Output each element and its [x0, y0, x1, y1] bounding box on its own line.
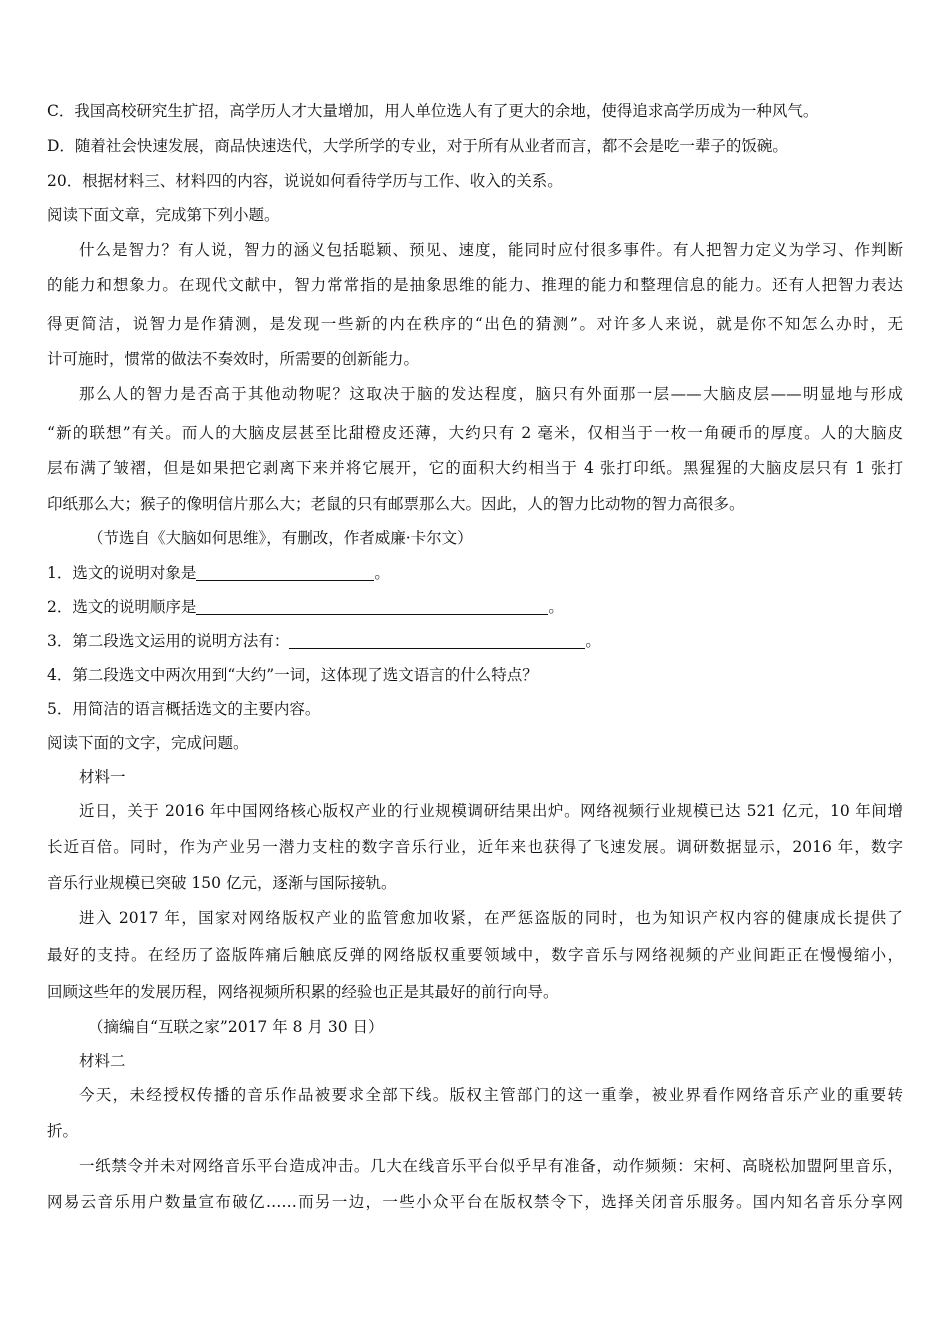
answer-blank[interactable]	[196, 564, 374, 581]
question-1-text: 1．选文的说明对象是	[47, 564, 197, 582]
question-2-text: 2．选文的说明顺序是	[47, 598, 197, 616]
paragraph-line: 印纸那么大；猴子的像明信片那么大；老鼠的只有邮票那么大。因此，人的智力比动物的智力高很多。	[47, 495, 745, 513]
paragraph-line: 一纸禁令并未对网络音乐平台造成冲击。几大在线音乐平台似乎早有准备，动作频频：宋柯、高晓松加盟阿里音乐，	[79, 1157, 903, 1175]
paragraph-line: 回顾这些年的发展历程，网络视频所积累的经验也正是其最好的前行向导。	[47, 983, 559, 1001]
answer-blank[interactable]	[289, 632, 585, 649]
reading-instruction: 阅读下面的文字，完成问题。	[47, 734, 249, 752]
option-c: C．我国高校研究生扩招，高学历人才大量增加，用人单位选人有了更大的余地，使得追求高学历成为一种风气。	[47, 102, 819, 120]
paragraph-line: 长近百倍。同时，作为产业另一潜力支柱的数字音乐行业，近年来也获得了飞速发展。调研数据显示，2016 年，数字	[47, 838, 903, 856]
source-note: （节选自《大脑如何思维》，有删改，作者威廉·卡尔文）	[88, 529, 473, 547]
paragraph-line: 什么是智力？有人说，智力的涵义包括聪颖、预见、速度，能同时应付很多事件。有人把智力定义为学习、作判断	[79, 241, 903, 259]
question-5: 5．用简洁的语言概括选文的主要内容。	[47, 700, 321, 718]
answer-blank[interactable]	[196, 598, 548, 615]
paragraph-line: 音乐行业规模已突破 150 亿元，逐渐与国际接轨。	[47, 874, 397, 892]
question-20: 20．根据材料三、材料四的内容，说说如何看待学历与工作、收入的关系。	[47, 172, 563, 190]
question-3	[47, 630, 903, 652]
paragraph-line: 今天，未经授权传播的音乐作品被要求全部下线。版权主管部门的这一重拳，被业界看作网络音乐产业的重要转	[79, 1086, 903, 1104]
paragraph-line: 最好的支持。在经历了盗版阵痛后触底反弹的网络版权重要领域中，数字音乐与网络视频的产业间距正在慢慢缩小，	[47, 946, 903, 964]
material-heading: 材料一	[79, 768, 126, 786]
source-note: （摘编自“互联之家”2017 年 8 月 30 日）	[88, 1018, 384, 1036]
end-mark: 。	[585, 632, 601, 650]
question-1	[47, 562, 903, 584]
paragraph-line: 层布满了皱褶，但是如果把它剥离下来并将它展开，它的面积大约相当于 4 张打印纸。黑猩猩的大脑皮层只有 1 张打	[47, 459, 903, 477]
reading-instruction: 阅读下面文章，完成第下列小题。	[47, 206, 280, 224]
paragraph-line: 近日，关于 2016 年中国网络核心版权产业的行业规模调研结果出炉。网络视频行业规模已达 521 亿元，10 年间增	[79, 802, 903, 820]
question-2	[47, 596, 903, 618]
end-mark: 。	[548, 598, 564, 616]
paragraph-line: “新的联想”有关。而人的大脑皮层甚至比甜橙皮还薄，大约只有 2 毫米，仅相当于一枚一角硬币的厚度。人的大脑皮	[47, 424, 903, 442]
material-heading: 材料二	[79, 1052, 126, 1070]
question-3-text: 3．第二段选文运用的说明方法有：	[47, 632, 290, 650]
paragraph-line: 那么人的智力是否高于其他动物呢？这取决于脑的发达程度，脑只有外面那一层——大脑皮层——明显地与形成	[79, 385, 903, 403]
paragraph-line: 得更简洁，说智力是作猜测，是发现一些新的内在秩序的“出色的猜测”。对许多人来说，就是你不知怎么办时，无	[47, 315, 903, 333]
paragraph-line: 网易云音乐用户数量宣布破亿……而另一边，一些小众平台在版权禁令下，选择关闭音乐服务。国内知名音乐分享网	[47, 1193, 903, 1211]
question-4: 4．第二段选文中两次用到“大约”一词，这体现了选文语言的什么特点？	[47, 666, 538, 684]
paragraph-line: 进入 2017 年，国家对网络版权产业的监管愈加收紧，在严惩盗版的同时，也为知识产权内容的健康成长提供了	[79, 909, 903, 927]
paragraph-line: 的能力和想象力。在现代文献中，智力常常指的是抽象思维的能力、推理的能力和整理信息的能力。还有人把智力表达	[47, 276, 903, 294]
paragraph-line: 折。	[47, 1122, 79, 1140]
option-d: D．随着社会快速发展，商品快速迭代，大学所学的专业，对于所有从业者而言，都不会是吃一辈子的饭碗。	[47, 137, 788, 155]
paragraph-line: 计可施时，惯常的做法不奏效时，所需要的创新能力。	[47, 350, 420, 368]
end-mark: 。	[374, 564, 390, 582]
